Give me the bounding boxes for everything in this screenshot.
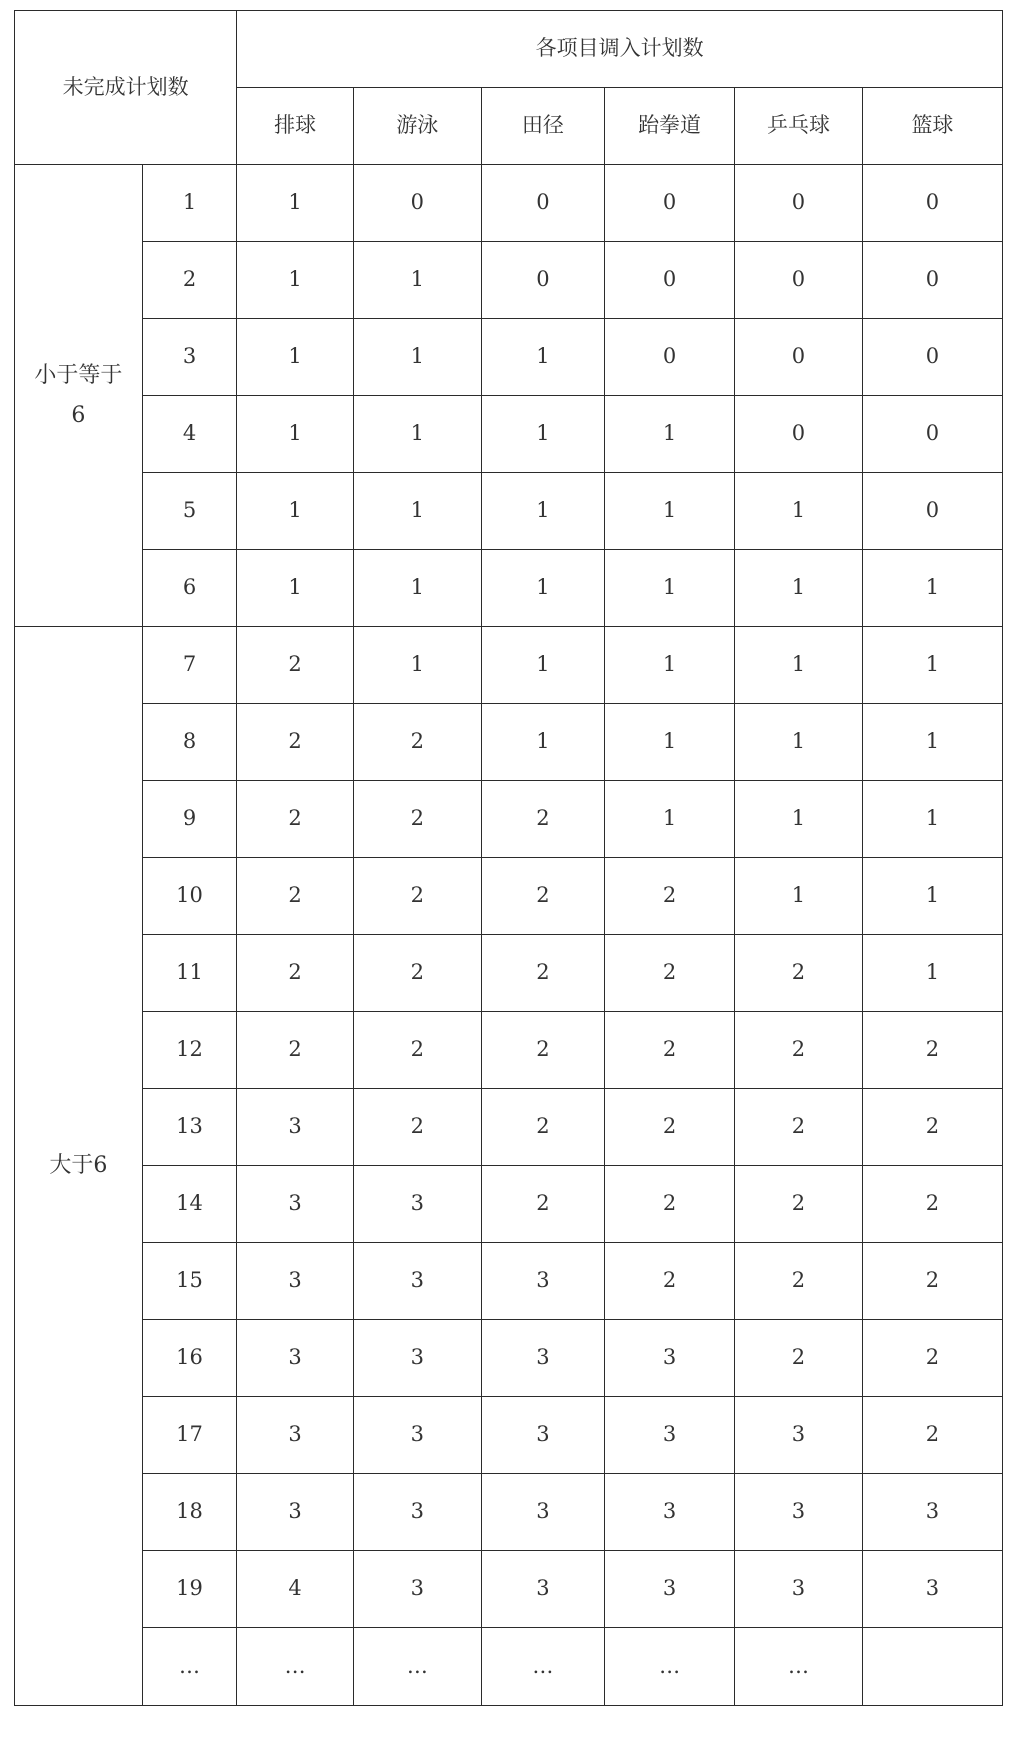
cell-volleyball: 2 <box>237 704 354 781</box>
cell-taekwondo: 1 <box>605 396 735 473</box>
cell-table-tennis: 2 <box>735 935 863 1012</box>
row-number-cell: 7 <box>142 627 236 704</box>
cell-taekwondo: 3 <box>605 1551 735 1628</box>
cell-basketball: 2 <box>862 1397 1002 1474</box>
cell-swimming: 2 <box>353 1089 481 1166</box>
table-row <box>15 319 1003 396</box>
cell-track-field: 1 <box>481 627 604 704</box>
cell-swimming: 2 <box>353 858 481 935</box>
cell-track-field: 3 <box>481 1243 604 1320</box>
cell-swimming: 1 <box>353 473 481 550</box>
cell-taekwondo: 1 <box>605 704 735 781</box>
cell-table-tennis: 2 <box>735 1243 863 1320</box>
table-row <box>15 935 1003 1012</box>
cell-taekwondo: 3 <box>605 1397 735 1474</box>
cell-track-field: 1 <box>481 319 604 396</box>
cell-track-field: 0 <box>481 242 604 319</box>
cell-basketball: 0 <box>862 242 1002 319</box>
cell-volleyball: 1 <box>237 473 354 550</box>
cell-table-tennis: 0 <box>735 319 863 396</box>
group-label-cell <box>15 165 143 627</box>
cell-table-tennis: 2 <box>735 1166 863 1243</box>
table-row <box>15 165 1003 242</box>
cell-volleyball: … <box>237 1628 354 1706</box>
corner-header-unfinished-plans: 未完成计划数 <box>15 11 237 165</box>
cell-volleyball: 2 <box>237 627 354 704</box>
row-number-cell: 16 <box>142 1320 236 1397</box>
cell-volleyball: 2 <box>237 858 354 935</box>
row-number-cell: 1 <box>142 165 236 242</box>
group-label: 大于6 <box>49 1153 108 1179</box>
cell-track-field: 2 <box>481 1012 604 1089</box>
cell-volleyball: 2 <box>237 935 354 1012</box>
cell-taekwondo: 3 <box>605 1320 735 1397</box>
cell-taekwondo: 1 <box>605 550 735 627</box>
cell-track-field: 1 <box>481 550 604 627</box>
table-row <box>15 1166 1003 1243</box>
cell-swimming: 1 <box>353 627 481 704</box>
cell-volleyball: 3 <box>237 1089 354 1166</box>
row-number-cell: 11 <box>142 935 236 1012</box>
column-header-swimming: 游泳 <box>353 88 481 165</box>
cell-basketball <box>862 1628 1002 1706</box>
cell-swimming: 1 <box>353 242 481 319</box>
cell-track-field: 2 <box>481 1089 604 1166</box>
cell-table-tennis: 1 <box>735 627 863 704</box>
cell-volleyball: 3 <box>237 1320 354 1397</box>
cell-basketball: 1 <box>862 781 1002 858</box>
cell-table-tennis: 0 <box>735 396 863 473</box>
cell-table-tennis: 2 <box>735 1089 863 1166</box>
table-row <box>15 704 1003 781</box>
cell-taekwondo: … <box>605 1628 735 1706</box>
cell-basketball: 3 <box>862 1474 1002 1551</box>
cell-basketball: 1 <box>862 550 1002 627</box>
cell-volleyball: 1 <box>237 242 354 319</box>
cell-table-tennis: 1 <box>735 781 863 858</box>
cell-track-field: 0 <box>481 165 604 242</box>
row-number-cell: 4 <box>142 396 236 473</box>
row-number-cell: 8 <box>142 704 236 781</box>
row-number-cell: 15 <box>142 1243 236 1320</box>
column-header-taekwondo: 跆拳道 <box>605 88 735 165</box>
cell-basketball: 1 <box>862 935 1002 1012</box>
cell-table-tennis: 2 <box>735 1320 863 1397</box>
table-row <box>15 473 1003 550</box>
cell-taekwondo: 0 <box>605 242 735 319</box>
cell-basketball: 0 <box>862 165 1002 242</box>
cell-track-field: 2 <box>481 1166 604 1243</box>
cell-swimming: 1 <box>353 396 481 473</box>
cell-volleyball: 3 <box>237 1397 354 1474</box>
row-number-cell: 5 <box>142 473 236 550</box>
table-row <box>15 1628 1003 1706</box>
cell-swimming: 1 <box>353 319 481 396</box>
table-row <box>15 242 1003 319</box>
cell-taekwondo: 2 <box>605 1089 735 1166</box>
cell-swimming: 1 <box>353 550 481 627</box>
header-row-top <box>15 11 1003 88</box>
column-header-basketball: 篮球 <box>862 88 1002 165</box>
cell-volleyball: 4 <box>237 1551 354 1628</box>
cell-swimming: 3 <box>353 1243 481 1320</box>
cell-volleyball: 2 <box>237 781 354 858</box>
table-row <box>15 396 1003 473</box>
cell-swimming: 3 <box>353 1474 481 1551</box>
cell-swimming: 3 <box>353 1551 481 1628</box>
table-row <box>15 1320 1003 1397</box>
cell-basketball: 2 <box>862 1166 1002 1243</box>
cell-taekwondo: 0 <box>605 319 735 396</box>
cell-swimming: … <box>353 1628 481 1706</box>
cell-track-field: 2 <box>481 935 604 1012</box>
cell-volleyball: 1 <box>237 396 354 473</box>
table-row <box>15 1474 1003 1551</box>
cell-table-tennis: 3 <box>735 1551 863 1628</box>
column-header-volleyball: 排球 <box>237 88 354 165</box>
table-row <box>15 627 1003 704</box>
cell-basketball: 0 <box>862 396 1002 473</box>
cell-swimming: 3 <box>353 1320 481 1397</box>
row-number-cell: 9 <box>142 781 236 858</box>
cell-table-tennis: 0 <box>735 242 863 319</box>
table-row <box>15 781 1003 858</box>
cell-swimming: 3 <box>353 1166 481 1243</box>
cell-table-tennis: 3 <box>735 1474 863 1551</box>
cell-track-field: 1 <box>481 396 604 473</box>
cell-taekwondo: 1 <box>605 781 735 858</box>
table-row <box>15 1397 1003 1474</box>
table-row <box>15 858 1003 935</box>
cell-basketball: 2 <box>862 1089 1002 1166</box>
cell-table-tennis: 0 <box>735 165 863 242</box>
cell-basketball: 1 <box>862 858 1002 935</box>
cell-table-tennis: 1 <box>735 473 863 550</box>
cell-table-tennis: 2 <box>735 1012 863 1089</box>
cell-volleyball: 3 <box>237 1243 354 1320</box>
cell-basketball: 1 <box>862 627 1002 704</box>
cell-basketball: 3 <box>862 1551 1002 1628</box>
row-number-cell: 17 <box>142 1397 236 1474</box>
cell-taekwondo: 2 <box>605 1012 735 1089</box>
cell-track-field: 3 <box>481 1397 604 1474</box>
row-number-cell: 14 <box>142 1166 236 1243</box>
cell-swimming: 2 <box>353 781 481 858</box>
cell-taekwondo: 1 <box>605 627 735 704</box>
cell-basketball: 2 <box>862 1012 1002 1089</box>
table-row <box>15 1243 1003 1320</box>
cell-table-tennis: 3 <box>735 1397 863 1474</box>
cell-track-field: 1 <box>481 704 604 781</box>
row-number-cell: 6 <box>142 550 236 627</box>
cell-taekwondo: 2 <box>605 858 735 935</box>
cell-taekwondo: 0 <box>605 165 735 242</box>
cell-swimming: 2 <box>353 704 481 781</box>
row-number-cell: 18 <box>142 1474 236 1551</box>
table-row <box>15 1551 1003 1628</box>
row-number-cell: 10 <box>142 858 236 935</box>
cell-volleyball: 2 <box>237 1012 354 1089</box>
cell-track-field: 3 <box>481 1551 604 1628</box>
header-group-title: 各项目调入计划数 <box>237 11 1003 88</box>
cell-track-field: 2 <box>481 781 604 858</box>
row-number-cell: 19 <box>142 1551 236 1628</box>
cell-volleyball: 1 <box>237 550 354 627</box>
cell-swimming: 2 <box>353 1012 481 1089</box>
row-number-cell: 2 <box>142 242 236 319</box>
cell-volleyball: 1 <box>237 319 354 396</box>
cell-track-field: 2 <box>481 858 604 935</box>
cell-volleyball: 3 <box>237 1166 354 1243</box>
cell-track-field: 1 <box>481 473 604 550</box>
row-number-cell: … <box>142 1628 236 1706</box>
cell-basketball: 0 <box>862 473 1002 550</box>
group-label: 小于等于6 <box>34 362 123 428</box>
cell-table-tennis: 1 <box>735 858 863 935</box>
cell-taekwondo: 1 <box>605 473 735 550</box>
cell-taekwondo: 2 <box>605 1166 735 1243</box>
table-body <box>15 11 1003 1706</box>
cell-volleyball: 3 <box>237 1474 354 1551</box>
table-row <box>15 1012 1003 1089</box>
group-label-cell <box>15 627 143 1706</box>
column-header-table-tennis: 乒乓球 <box>735 88 863 165</box>
cell-table-tennis: 1 <box>735 550 863 627</box>
cell-track-field: … <box>481 1628 604 1706</box>
cell-swimming: 2 <box>353 935 481 1012</box>
cell-basketball: 0 <box>862 319 1002 396</box>
table-row <box>15 550 1003 627</box>
cell-table-tennis: … <box>735 1628 863 1706</box>
cell-basketball: 1 <box>862 704 1002 781</box>
cell-volleyball: 1 <box>237 165 354 242</box>
cell-taekwondo: 2 <box>605 935 735 1012</box>
row-number-cell: 13 <box>142 1089 236 1166</box>
cell-basketball: 2 <box>862 1243 1002 1320</box>
cell-basketball: 2 <box>862 1320 1002 1397</box>
cell-taekwondo: 2 <box>605 1243 735 1320</box>
allocation-table <box>14 10 1003 1706</box>
cell-swimming: 3 <box>353 1397 481 1474</box>
cell-track-field: 3 <box>481 1474 604 1551</box>
row-number-cell: 12 <box>142 1012 236 1089</box>
cell-taekwondo: 3 <box>605 1474 735 1551</box>
row-number-cell: 3 <box>142 319 236 396</box>
cell-track-field: 3 <box>481 1320 604 1397</box>
cell-swimming: 0 <box>353 165 481 242</box>
table-row <box>15 1089 1003 1166</box>
cell-table-tennis: 1 <box>735 704 863 781</box>
column-header-track-field: 田径 <box>481 88 604 165</box>
